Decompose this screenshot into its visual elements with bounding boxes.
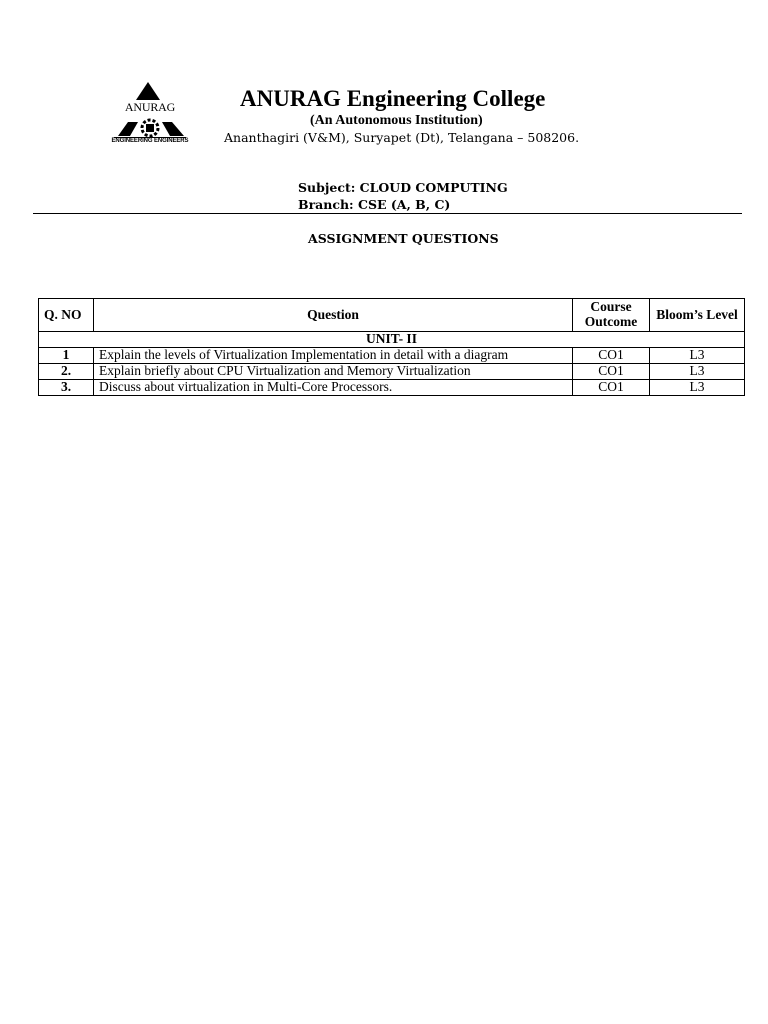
course-outcome: CO1	[573, 363, 650, 379]
header-divider	[33, 213, 742, 214]
logo-text: ANURAG	[124, 100, 176, 114]
question-number: 3.	[39, 379, 94, 395]
table-header-row	[39, 299, 745, 332]
question-text: Explain the levels of Virtualization Implementation in detail with a diagram	[94, 348, 573, 364]
blooms-level: L3	[650, 379, 745, 395]
course-outcome: CO1	[573, 348, 650, 364]
blooms-level: L3	[650, 363, 745, 379]
blooms-level: L3	[650, 348, 745, 364]
subject-line: Subject: CLOUD COMPUTING	[298, 180, 508, 195]
college-name: ANURAG Engineering College	[240, 86, 546, 111]
question-number: 1	[39, 348, 94, 364]
document-title: ASSIGNMENT QUESTIONS	[308, 231, 499, 246]
unit-row	[39, 332, 745, 348]
assignment-table	[38, 298, 745, 396]
question-text: Discuss about virtualization in Multi-Core Processors.	[94, 379, 573, 395]
header-blooms-level: Bloom’s Level	[650, 299, 745, 332]
college-status: (An Autonomous Institution)	[310, 113, 483, 128]
table-row	[39, 363, 745, 379]
college-logo	[108, 80, 192, 150]
course-outcome: CO1	[573, 379, 650, 395]
branch-line: Branch: CSE (A, B, C)	[298, 197, 451, 212]
table-row	[39, 379, 745, 395]
question-text: Explain briefly about CPU Virtualization and Memory Virtualization	[94, 363, 573, 379]
header-question: Question	[94, 299, 573, 332]
logo-subtext: ENGINEERING ENGINEERS	[111, 138, 189, 144]
header-qno: Q. NO	[39, 299, 94, 332]
unit-label: UNIT- II	[39, 332, 745, 348]
college-address: Ananthagiri (V&M), Suryapet (Dt), Telangana – 508206.	[224, 130, 580, 145]
table-row	[39, 348, 745, 364]
header-course-outcome: Course Outcome	[573, 299, 650, 332]
question-number: 2.	[39, 363, 94, 379]
